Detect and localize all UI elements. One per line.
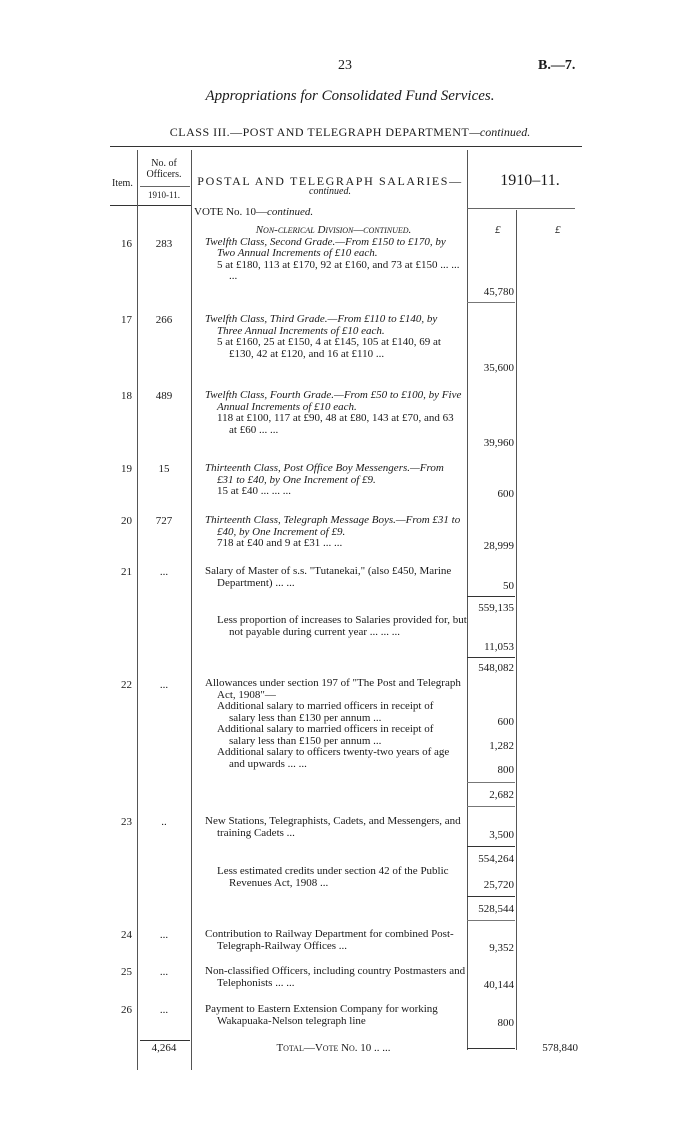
item-description	[205, 390, 462, 436]
top-rule	[110, 146, 582, 147]
allowances-description	[205, 678, 462, 770]
item-description	[205, 225, 462, 283]
year-header: 1910–11.	[500, 172, 560, 189]
item-description: Non-classified Officers, including country Postmasters and Telephonists ... ...	[205, 965, 466, 989]
less-description: Less proportion of increases to Salaries provided for, but not payable during current year ... ... ...	[217, 614, 467, 638]
officers-column-year: 1910-11.	[148, 190, 180, 200]
vote-number: VOTE No. 10—	[194, 206, 268, 218]
grade-description: Twelfth Class, Third Grade.—From £110 to £140, by Three Annual Increments of £10 each.	[205, 313, 438, 337]
amount-value: 40,144	[483, 979, 514, 991]
total-amount: 578,840	[542, 1042, 578, 1054]
item-number: 16	[121, 238, 132, 250]
amount-column-rule-2	[516, 210, 517, 1050]
allowance-line: Additional salary to married officers in receipt of salary less than £130 per annum ...	[217, 700, 434, 724]
total-label: Total—Vote No. 10 .. ...	[276, 1042, 391, 1054]
subtotal-value: 548,082	[478, 662, 514, 674]
item-description	[205, 515, 462, 550]
officer-count: ...	[159, 929, 169, 941]
item-number: 21	[121, 566, 132, 578]
grade-description: Twelfth Class, Second Grade.—From £150 to £170, by Two Annual Increments of £10 each.	[205, 235, 446, 259]
officer-count: 15	[158, 463, 170, 475]
officer-count: ...	[159, 1004, 169, 1016]
officers-column-rule	[191, 150, 192, 1070]
column-title: POSTAL AND TELEGRAPH SALARIES—	[197, 174, 463, 188]
allowances-heading: Allowances under section 197 of "The Post and Telegraph Act, 1908"—	[205, 677, 461, 701]
allowance-amount: 800	[497, 764, 514, 776]
amount-value: 45,780	[483, 286, 514, 298]
page-number: 23	[338, 58, 352, 73]
item-number: 22	[121, 679, 132, 691]
item-column-rule	[137, 150, 138, 1070]
officer-count: 283	[155, 238, 173, 250]
officers-subrule	[140, 186, 190, 187]
grade-description: Twelfth Class, Fourth Grade.—From £50 to £100, by Five Annual Increments of £10 each.	[205, 389, 462, 413]
salary-breakdown: 118 at £100, 117 at £90, 48 at £80, 143 at £70, and 63 at £60 ... ...	[217, 412, 454, 436]
officer-count: ...	[159, 679, 169, 691]
total-officers: 4,264	[151, 1042, 177, 1054]
pound-symbol-col2: £	[555, 224, 561, 236]
item-description: Contribution to Railway Department for combined Post-Telegraph-Railway Offices ...	[205, 928, 454, 952]
vote-rule	[467, 208, 575, 209]
less-amount: 11,053	[484, 641, 514, 653]
amount-value: 35,600	[483, 362, 514, 374]
amount-value: 600	[497, 488, 514, 500]
amount-value: 39,960	[483, 437, 514, 449]
officer-count: ...	[159, 966, 169, 978]
page-heading: Appropriations for Consolidated Fund Services.	[205, 88, 495, 104]
item-description: Salary of Master of s.s. "Tutanekai," (also £450, Marine Department) ... ...	[205, 565, 452, 589]
class-title-main: CLASS III.—POST AND TELEGRAPH DEPARTMENT	[169, 125, 470, 139]
allowance-sum: 2,682	[489, 789, 514, 801]
item-description	[205, 314, 462, 360]
item-number: 17	[121, 314, 132, 326]
item-number: 24	[121, 929, 132, 941]
vote-label	[194, 206, 313, 218]
item-description	[205, 463, 462, 498]
grade-description: Thirteenth Class, Telegraph Message Boys.—From £31 to £40, by One Increment of £9.	[205, 514, 461, 538]
vote-continued: continued.	[267, 206, 314, 218]
sum-rule	[467, 596, 515, 597]
officer-count: 727	[155, 515, 173, 527]
allowance-line: Additional salary to married officers in receipt of salary less than £150 per annum ...	[217, 723, 434, 747]
item-description: Payment to Eastern Extension Company for working Wakapuaka-Nelson telegraph line	[205, 1003, 438, 1027]
grade-description: Thirteenth Class, Post Office Boy Messengers.—From £31 to £40, by One Increment of £9.	[205, 462, 444, 486]
division-heading: Non-clerical Division—continued.	[255, 224, 412, 236]
item-number: 26	[121, 1004, 132, 1016]
document-reference: B.—7.	[538, 58, 576, 73]
header-rule	[110, 205, 192, 206]
item-number: 23	[121, 816, 132, 828]
amount-column-rule	[467, 150, 468, 1050]
sum-rule	[467, 896, 515, 897]
officer-count: ..	[161, 816, 167, 828]
amount-value: 50	[503, 580, 514, 592]
item-number: 19	[121, 463, 132, 475]
row-divider	[467, 302, 515, 303]
class-title-continued: —continued.	[469, 125, 531, 139]
allowance-line: Additional salary to officers twenty-two years of age and upwards ... ...	[217, 746, 450, 770]
officer-count: 489	[155, 390, 173, 402]
officer-count: ...	[159, 566, 169, 578]
item-number: 20	[121, 515, 132, 527]
total-officers-rule	[140, 1040, 190, 1041]
pound-symbol-col1: £	[495, 224, 501, 236]
subtotal-value: 554,264	[478, 853, 514, 865]
amount-value: 3,500	[489, 829, 514, 841]
allowance-amount: 600	[497, 716, 514, 728]
sum-rule	[467, 846, 515, 847]
item-number: 18	[121, 390, 132, 402]
total-amount-rule	[467, 1048, 515, 1049]
amount-value: 800	[497, 1017, 514, 1029]
item-column-header: Item.	[112, 178, 133, 189]
row-divider	[467, 806, 515, 807]
amount-value: 9,352	[489, 942, 514, 954]
less-amount: 25,720	[483, 879, 514, 891]
subtotal-value: 528,544	[478, 903, 514, 915]
item-number: 25	[121, 966, 132, 978]
class-title	[0, 125, 700, 140]
row-divider	[467, 920, 515, 921]
salary-breakdown: 15 at £40 ... ... ...	[217, 485, 291, 497]
officer-count: 266	[155, 314, 173, 326]
officers-column-header: No. of Officers.	[146, 158, 182, 180]
amount-value: 28,999	[483, 540, 514, 552]
allowance-amount: 1,282	[489, 740, 514, 752]
sum-rule	[467, 782, 515, 783]
less-description: Less estimated credits under section 42 of the Public Revenues Act, 1908 ...	[217, 865, 449, 889]
item-description: New Stations, Telegraphists, Cadets, and Messengers, and training Cadets ...	[205, 815, 461, 839]
subtotal-value: 559,135	[478, 602, 514, 614]
salary-breakdown: 5 at £180, 113 at £170, 92 at £160, and 73 at £150 ... ... ...	[217, 258, 460, 282]
column-title-continued: continued.	[309, 186, 351, 197]
salary-breakdown: 5 at £160, 25 at £150, 4 at £145, 105 at £140, 69 at £130, 42 at £120, and 16 at £110 ...	[217, 336, 441, 360]
sum-rule	[467, 657, 515, 658]
salary-breakdown: 718 at £40 and 9 at £31 ... ...	[217, 537, 343, 549]
